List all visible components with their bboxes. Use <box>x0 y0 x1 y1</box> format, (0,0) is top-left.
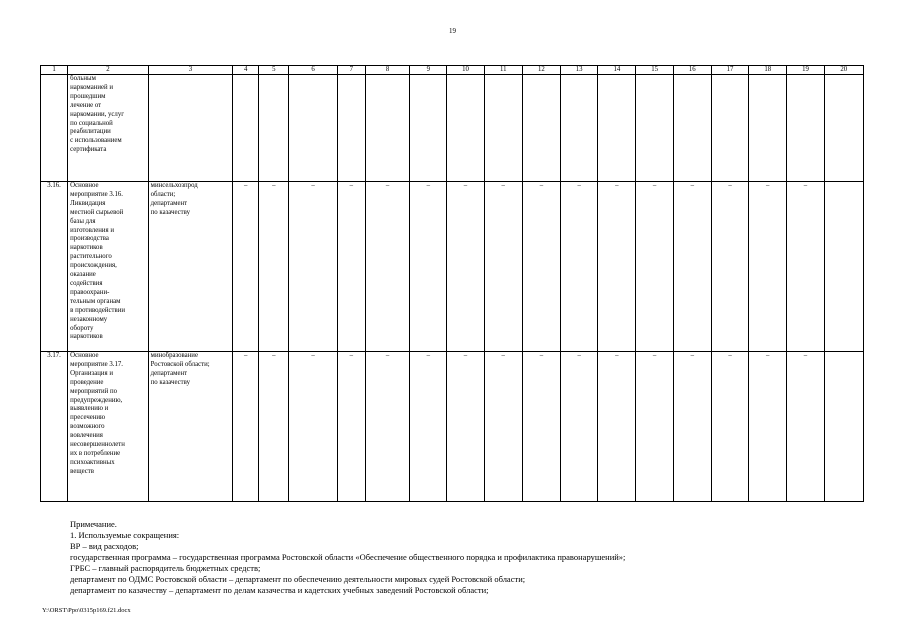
notes-line: 1. Используемые сокращения: <box>70 530 180 540</box>
program-table <box>40 65 864 502</box>
value-cell: – <box>484 352 522 502</box>
column-number: 14 <box>598 66 636 75</box>
row-number <box>41 75 68 182</box>
value-cell: – <box>484 182 522 352</box>
value-cell: – <box>259 182 289 352</box>
value-cell: – <box>410 352 447 502</box>
notes-line: департамент по ОДМС Ростовской области – департамент по обеспечению деятельности мировых судей Ростовской области; <box>70 574 526 584</box>
column-number: 16 <box>673 66 711 75</box>
column-number: 13 <box>561 66 598 75</box>
value-cell: – <box>749 352 787 502</box>
value-cell: – <box>447 352 484 502</box>
column-number: 2 <box>68 66 148 75</box>
value-cell <box>365 75 409 182</box>
value-cell: – <box>749 182 787 352</box>
column-number: 18 <box>749 66 787 75</box>
column-number: 12 <box>522 66 560 75</box>
column-number: 4 <box>233 66 259 75</box>
value-cell <box>711 75 748 182</box>
value-cell <box>749 75 787 182</box>
notes-line: ВР – вид расходов; <box>70 541 139 551</box>
value-cell: – <box>289 182 337 352</box>
value-cell <box>824 75 863 182</box>
row-number: 3.16. <box>41 182 68 352</box>
value-cell <box>787 75 824 182</box>
column-number: 17 <box>711 66 748 75</box>
value-cell: – <box>636 182 673 352</box>
column-number: 11 <box>484 66 522 75</box>
value-cell <box>824 352 863 502</box>
value-cell: – <box>561 182 598 352</box>
column-number-row <box>41 66 864 75</box>
column-number: 7 <box>337 66 365 75</box>
value-cell: – <box>233 352 259 502</box>
column-number: 5 <box>259 66 289 75</box>
value-cell <box>522 75 560 182</box>
executor: минобразование Ростовской области; департамент по казачеству <box>148 352 233 502</box>
value-cell: – <box>787 352 824 502</box>
notes-line: ГРБС – главный распорядитель бюджетных средств; <box>70 563 261 573</box>
activity-name: больным наркоманией и прошедшим лечение от наркомании, услуг по социальной реабилитации с использованием сертификата <box>68 75 148 182</box>
value-cell: – <box>598 352 636 502</box>
notes-section <box>70 519 890 596</box>
value-cell: – <box>673 352 711 502</box>
table-row <box>41 182 864 352</box>
column-number: 19 <box>787 66 824 75</box>
value-cell: – <box>337 352 365 502</box>
column-number: 10 <box>447 66 484 75</box>
executor <box>148 75 233 182</box>
value-cell: – <box>636 352 673 502</box>
value-cell <box>447 75 484 182</box>
activity-name: Основное мероприятие 3.16. Ликвидация местной сырьевой базы для изготовления и производства наркотиков растительного происхождения, оказание содействия правоохрани- тельным органам в противодействии незаконному обороту наркотиков <box>68 182 148 352</box>
value-cell: – <box>259 352 289 502</box>
column-number: 1 <box>41 66 68 75</box>
value-cell: – <box>289 352 337 502</box>
value-cell: – <box>365 352 409 502</box>
value-cell <box>233 75 259 182</box>
value-cell: – <box>561 352 598 502</box>
value-cell: – <box>233 182 259 352</box>
value-cell: – <box>711 182 748 352</box>
activity-name: Основное мероприятие 3.17. Организация и проведение мероприятий по предупреждению, выявлению и пресечению возможного вовлечения несовершеннолетн их в потребление психоактивных веществ <box>68 352 148 502</box>
column-number: 15 <box>636 66 673 75</box>
value-cell: – <box>337 182 365 352</box>
value-cell: – <box>598 182 636 352</box>
value-cell: – <box>365 182 409 352</box>
value-cell <box>337 75 365 182</box>
table-row <box>41 75 864 182</box>
notes-line: государственная программа – государственная программа Ростовской области «Обеспечение общественного порядка и профилактика правонарушений»; <box>70 552 626 562</box>
row-number: 3.17. <box>41 352 68 502</box>
value-cell <box>561 75 598 182</box>
value-cell: – <box>522 352 560 502</box>
value-cell: – <box>522 182 560 352</box>
value-cell: – <box>711 352 748 502</box>
value-cell: – <box>787 182 824 352</box>
value-cell: – <box>447 182 484 352</box>
value-cell: – <box>673 182 711 352</box>
value-cell <box>673 75 711 182</box>
footer-filename: Y:\ORST\Ppo\0315p169.f21.docx <box>42 607 131 614</box>
executor: минсельхозпрод области; департамент по казачеству <box>148 182 233 352</box>
column-number: 6 <box>289 66 337 75</box>
value-cell <box>824 182 863 352</box>
value-cell <box>598 75 636 182</box>
value-cell <box>289 75 337 182</box>
page-number: 19 <box>449 27 456 35</box>
value-cell <box>636 75 673 182</box>
value-cell <box>410 75 447 182</box>
notes-title: Примечание. <box>70 519 117 529</box>
value-cell <box>259 75 289 182</box>
column-number: 20 <box>824 66 863 75</box>
value-cell <box>484 75 522 182</box>
column-number: 3 <box>148 66 233 75</box>
notes-line: департамент по казачеству – департамент по делам казачества и кадетских учебных заведений Ростовской области; <box>70 585 489 595</box>
column-number: 9 <box>410 66 447 75</box>
column-number: 8 <box>365 66 409 75</box>
value-cell: – <box>410 182 447 352</box>
table-row <box>41 352 864 502</box>
